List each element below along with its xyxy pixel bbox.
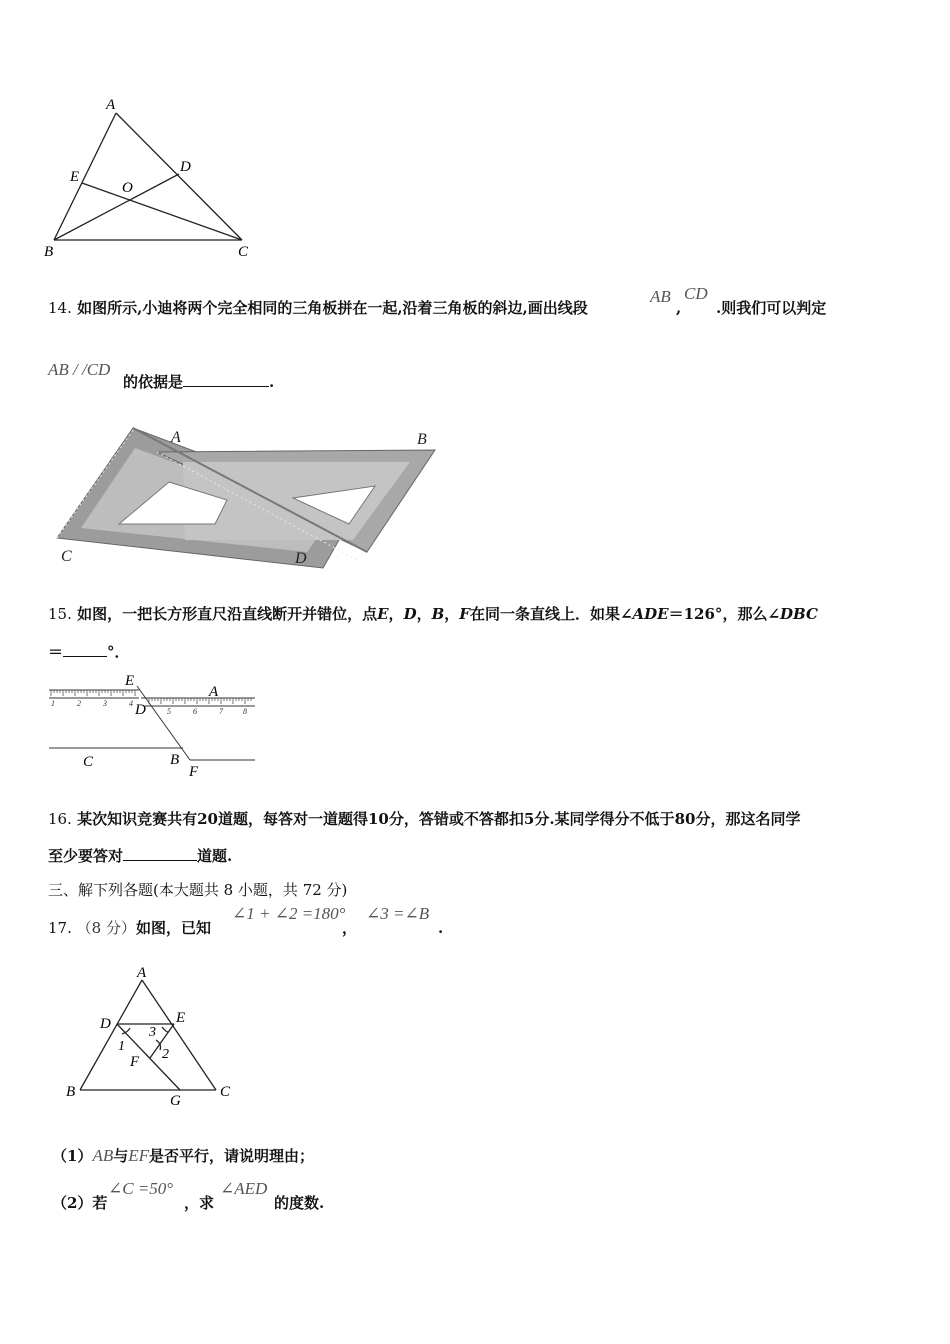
period: . bbox=[438, 919, 444, 937]
math-angle-aed: ∠AED bbox=[220, 1179, 268, 1198]
question-text: 的依据是 bbox=[123, 373, 184, 391]
label-c: C bbox=[61, 548, 72, 565]
question-14-line2 bbox=[123, 372, 274, 392]
answer-blank[interactable] bbox=[123, 846, 197, 861]
question-text: ，求 bbox=[184, 1194, 215, 1212]
math-cd: CD bbox=[684, 284, 708, 303]
label-o: O bbox=[122, 180, 133, 196]
ruler-number: 8 bbox=[243, 707, 247, 716]
equals: ＝ bbox=[48, 643, 64, 661]
math-ab: AB bbox=[650, 287, 671, 306]
question-16-line1 bbox=[48, 809, 800, 829]
label-d: D bbox=[180, 159, 191, 175]
question-14-line1 bbox=[48, 298, 588, 318]
number-20: 20 bbox=[197, 810, 218, 828]
question-text: 是否平行，请说明理由； bbox=[149, 1147, 315, 1165]
ruler-number: 4 bbox=[129, 699, 133, 708]
label-c: C bbox=[83, 754, 94, 770]
separator: ， bbox=[444, 605, 460, 623]
math-ab: AB bbox=[92, 1146, 114, 1165]
question-16-line2 bbox=[48, 846, 232, 866]
number-5: 5 bbox=[523, 810, 535, 828]
label-f: F bbox=[189, 764, 199, 780]
label-b: B bbox=[417, 431, 427, 448]
question-text: 某次知识竞赛共有 bbox=[77, 810, 198, 828]
number-80: 80 bbox=[674, 810, 696, 828]
question-text: 道题. bbox=[197, 847, 233, 865]
comma: ， bbox=[342, 919, 358, 937]
degree-suffix: °． bbox=[107, 643, 130, 661]
ruler-number: 7 bbox=[219, 707, 223, 716]
question-15-line2 bbox=[48, 642, 130, 662]
label-b: B bbox=[66, 1084, 76, 1100]
question-text: 如图，一把长方形直尺沿直线断开并错位，点 bbox=[77, 605, 378, 623]
triangle-figure-17 bbox=[60, 962, 245, 1112]
question-text-cont: .则我们可以判定 bbox=[716, 299, 827, 317]
label-e: E bbox=[176, 1010, 186, 1026]
separator: ， bbox=[416, 605, 432, 623]
label-a: A bbox=[209, 684, 219, 700]
point-b: B bbox=[431, 605, 445, 623]
angle-label-1: 1 bbox=[118, 1039, 125, 1054]
question-text: ，那么 bbox=[722, 605, 768, 623]
point-e: E bbox=[377, 605, 389, 623]
angle-value: ＝126° bbox=[668, 605, 723, 623]
separator: ， bbox=[388, 605, 404, 623]
ruler-number: 3 bbox=[103, 699, 107, 708]
question-17-line1 bbox=[48, 918, 211, 938]
angle-dbc: ∠DBC bbox=[767, 605, 818, 623]
label-a: A bbox=[137, 965, 147, 981]
math-angle-c: ∠C =50° bbox=[108, 1179, 174, 1198]
point-f: F bbox=[459, 605, 470, 623]
question-text: 如图，已知 bbox=[135, 919, 211, 937]
subquestion-2-prefix: （2）若 bbox=[52, 1194, 108, 1212]
label-b: B bbox=[170, 752, 180, 768]
angle-label-3: 3 bbox=[149, 1025, 156, 1040]
label-a: A bbox=[171, 429, 181, 446]
question-text: 与 bbox=[113, 1147, 129, 1165]
question-text: 在同一条直线上．如果 bbox=[469, 605, 620, 623]
broken-ruler-figure bbox=[45, 672, 260, 782]
label-f: F bbox=[130, 1054, 140, 1070]
label-g: G bbox=[170, 1093, 181, 1109]
question-text: 道题，每答对一道题得 bbox=[217, 810, 368, 828]
ruler-number: 2 bbox=[77, 699, 81, 708]
section-heading: 三、解下列各题(本大题共 8 小题，共 72 分) bbox=[48, 881, 348, 899]
label-e: E bbox=[125, 673, 135, 689]
math-angle-sum: ∠1 + ∠2 =180° bbox=[232, 904, 346, 923]
math-ef: EF bbox=[128, 1146, 150, 1165]
answer-blank[interactable] bbox=[63, 642, 107, 657]
label-b: B bbox=[44, 244, 54, 260]
label-a: A bbox=[106, 97, 116, 113]
question-number: 17. bbox=[48, 919, 72, 937]
question-text: 分.某同学得分不低于 bbox=[534, 810, 675, 828]
period: . bbox=[269, 373, 275, 391]
question-text: 的度数. bbox=[274, 1194, 325, 1212]
ruler-number: 5 bbox=[167, 707, 171, 716]
question-text: 分，那这名同学 bbox=[695, 810, 801, 828]
angle-label-2: 2 bbox=[162, 1047, 169, 1062]
number-10: 10 bbox=[368, 810, 389, 828]
math-angle-eq: ∠3 =∠B bbox=[366, 904, 430, 923]
label-c: C bbox=[220, 1084, 231, 1100]
comma: , bbox=[676, 299, 682, 317]
triangle-figure-13 bbox=[40, 95, 260, 265]
angle-ade: ∠ADE bbox=[619, 605, 669, 623]
label-e: E bbox=[70, 169, 80, 185]
label-c: C bbox=[238, 244, 249, 260]
label-d: D bbox=[295, 550, 307, 567]
score: （8 分） bbox=[76, 919, 136, 937]
point-d: D bbox=[403, 605, 417, 623]
ruler-number: 1 bbox=[51, 699, 55, 708]
question-text: 分，答错或不答都扣 bbox=[388, 810, 524, 828]
question-number: 15. bbox=[48, 605, 72, 623]
subquestion-1 bbox=[52, 1146, 314, 1166]
set-squares-figure bbox=[45, 420, 445, 570]
answer-blank[interactable] bbox=[183, 372, 269, 387]
subquestion-number: （1） bbox=[52, 1147, 93, 1165]
math-parallel: AB / /CD bbox=[48, 360, 111, 379]
question-text: 如图所示,小迪将两个完全相同的三角板拼在一起,沿着三角板的斜边,画出线段 bbox=[77, 299, 588, 317]
question-15-line1 bbox=[48, 604, 818, 624]
question-number: 16. bbox=[48, 810, 72, 828]
label-d: D bbox=[135, 702, 146, 718]
ruler-number: 6 bbox=[193, 707, 197, 716]
question-number: 14. bbox=[48, 299, 72, 317]
label-d: D bbox=[100, 1016, 111, 1032]
question-text: 至少要答对 bbox=[48, 847, 124, 865]
